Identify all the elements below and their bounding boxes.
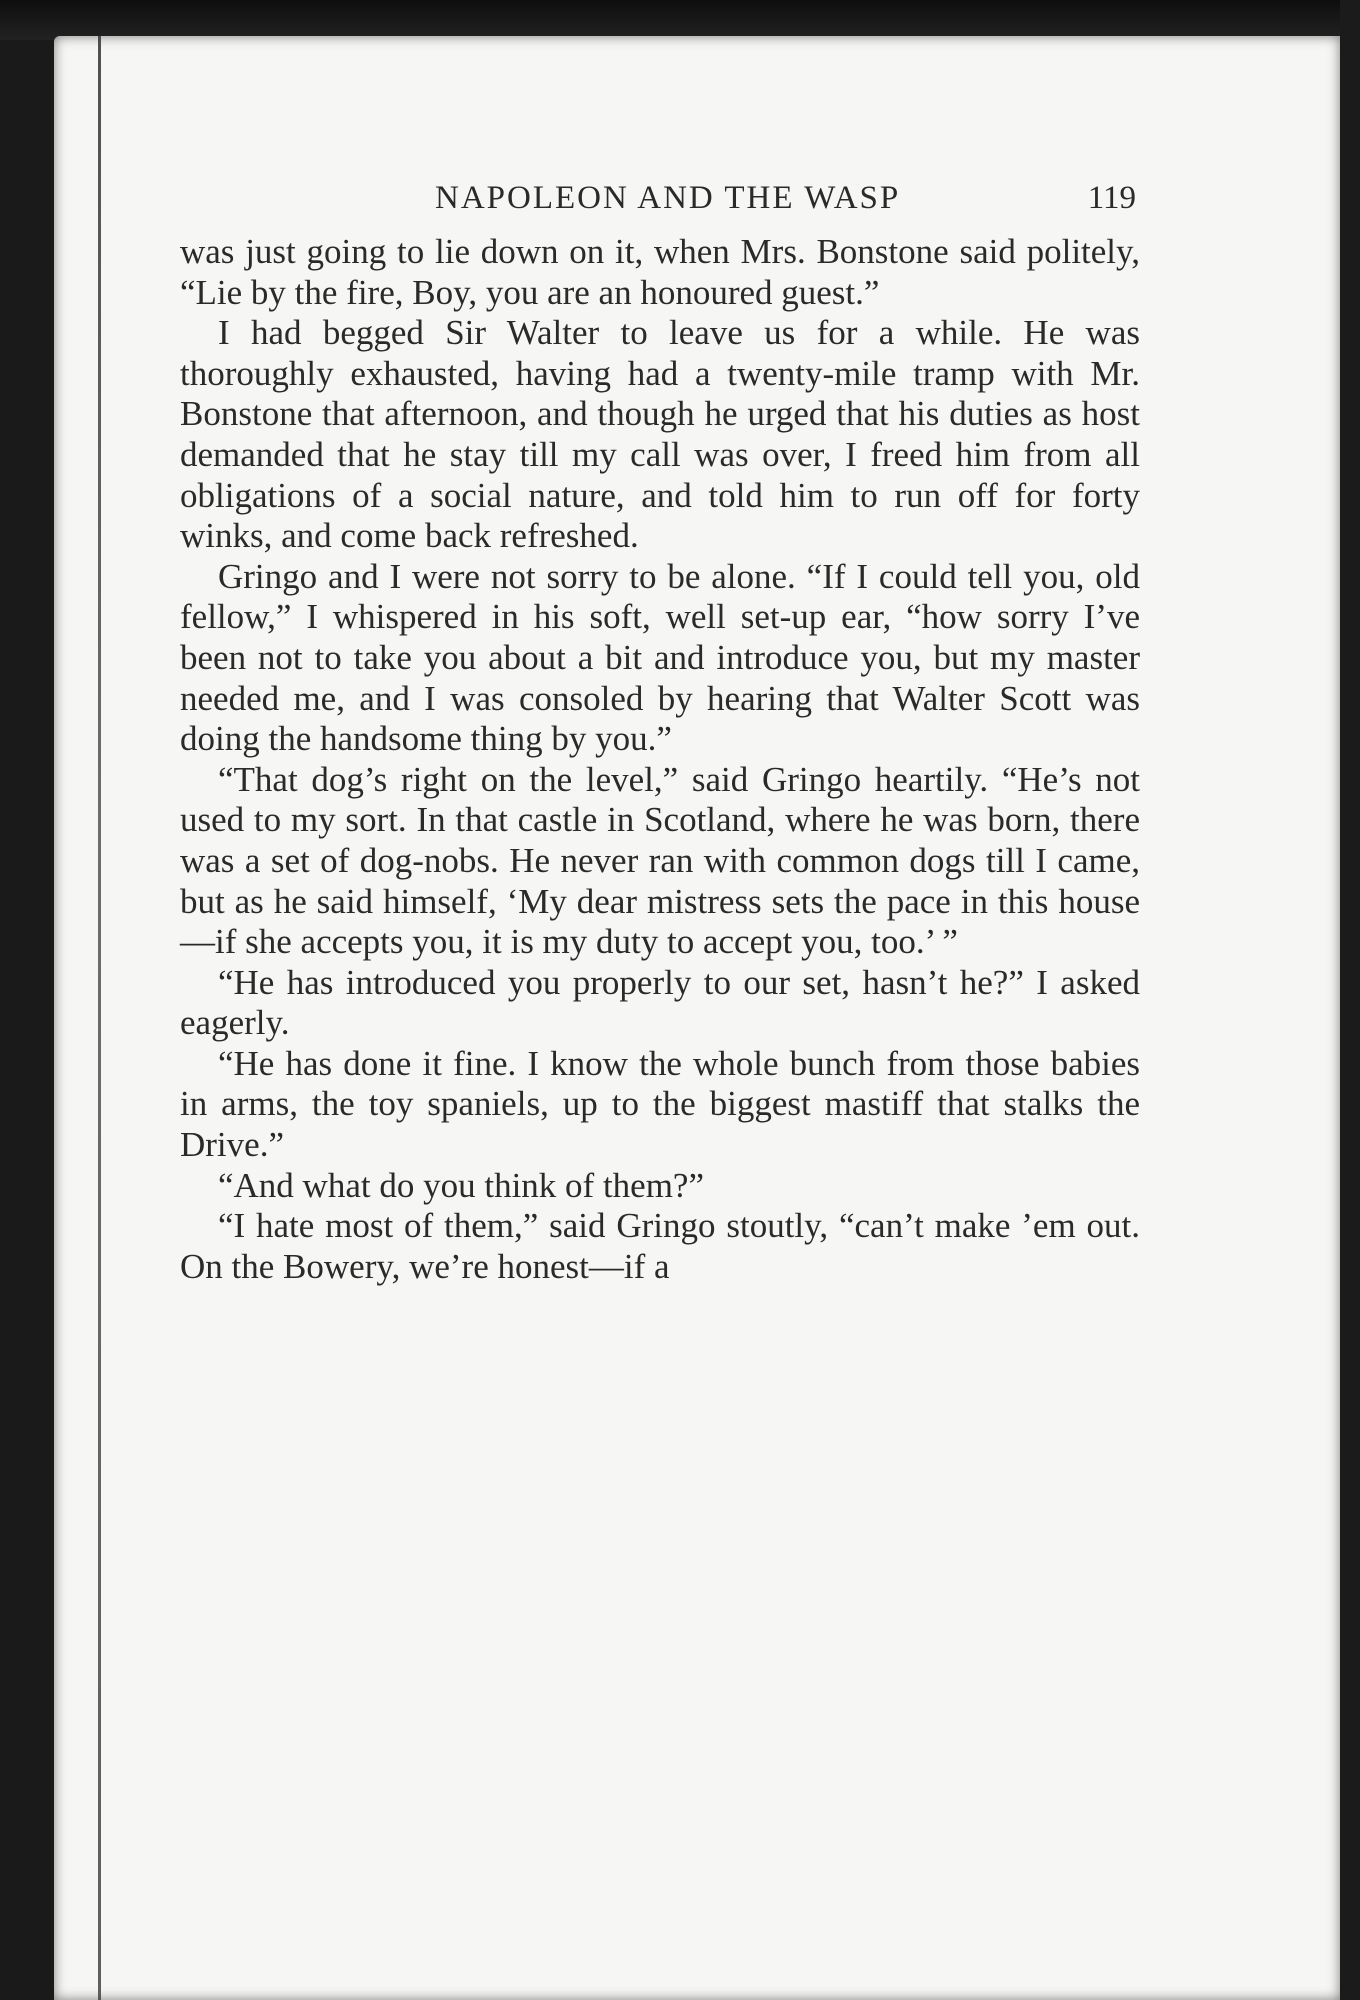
running-head — [180, 150, 1140, 216]
paragraph: was just going to lie down on it, when Mrs. Bonstone said politely, “Lie by the fire, Boy, you are an honoured guest.” — [180, 232, 1140, 312]
paragraph: “And what do you think of them?” — [218, 1165, 705, 1205]
paragraph: “That dog’s right on the level,” said Gringo heartily. “He’s not used to my sort. In that castle in Scotland, where he was born, there was a set of dog-nobs. He never ran with common dogs till I came, but as he said himself, ‘My dear mistress sets the pace in this house—if she accepts you, it is my duty to accept you, too.’ ” — [180, 759, 1140, 962]
body-text — [180, 232, 1140, 1287]
page-number: 119 — [1087, 180, 1136, 216]
page-gutter-line — [98, 36, 101, 2000]
paragraph: “He has introduced you properly to our set, hasn’t he?” I asked eagerly. — [180, 962, 1140, 1043]
scan-right-edge — [1340, 0, 1360, 2000]
paragraph: I had begged Sir Walter to leave us for a while. He was thoroughly exhausted, having had a twenty-mile tramp with Mr. Bonstone that afternoon, and though he urged that his duties as host demanded that he stay till my call was over, I freed him from all obligations of a social nature, and told him to run off for forty winks, and come back refreshed. — [180, 313, 1140, 556]
paragraph: Gringo and I were not sorry to be alone. “If I could tell you, old fellow,” I whispered in his soft, well set-up ear, “how sorry I’ve been not to take you about a bit and introduce you, but my master needed me, and I was consoled by hearing that Walter Scott was doing the handsome thing by you.” — [180, 556, 1140, 759]
scan-top-edge — [0, 0, 1360, 40]
running-title: NAPOLEON AND THE WASP — [435, 180, 901, 216]
paragraph: “He has done it fine. I know the whole bunch from those babies in arms, the toy spaniels, up to the biggest mastiff that stalks the Drive.” — [180, 1043, 1140, 1165]
paragraph: “I hate most of them,” said Gringo stoutly, “can’t make ’em out. On the Bowery, we’re honest—if a — [180, 1206, 1140, 1286]
page-content — [180, 150, 1140, 1287]
